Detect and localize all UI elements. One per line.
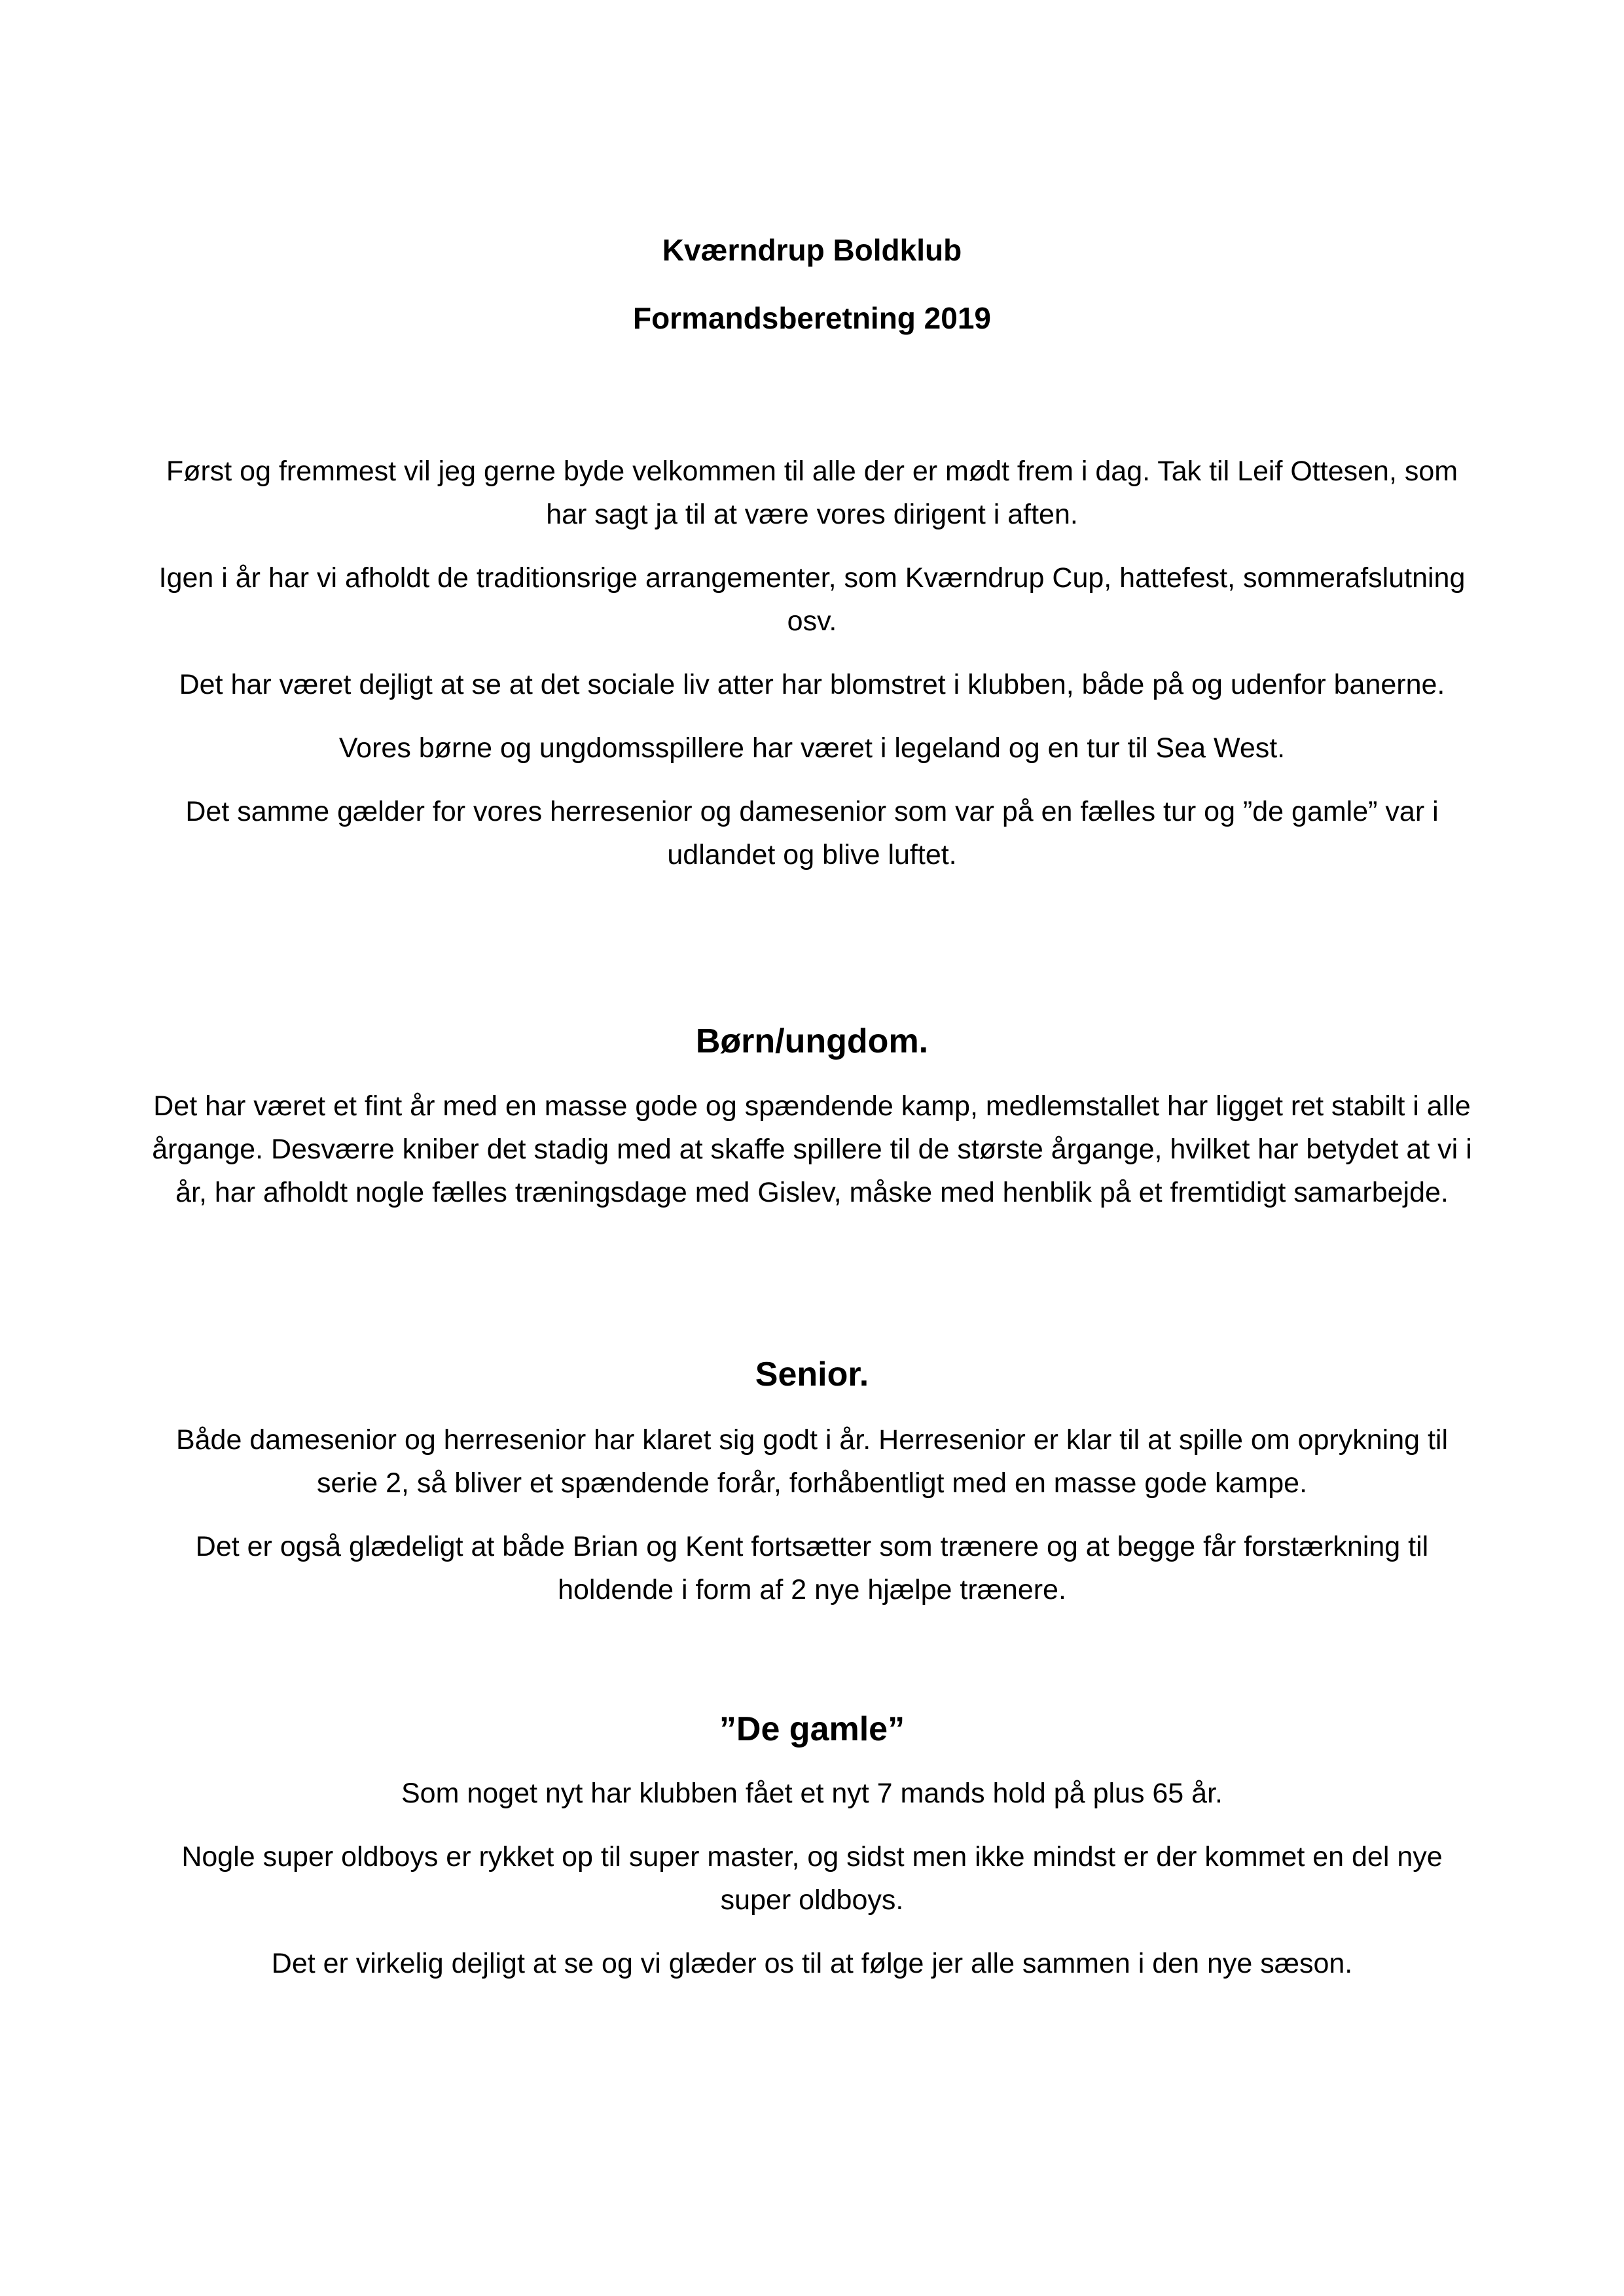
intro-paragraph-youth-trip: Vores børne og ungdomsspillere har været i legeland og en tur til Sea West. bbox=[338, 732, 1286, 764]
senior-paragraph-coaches: Det er også glædeligt at både Brian og Kent fortsætter som trænere og at begge får forstærkning til holdende i form af 2 nye hjælpe trænere. bbox=[195, 1531, 1429, 1605]
section-heading-youth: Børn/ungdom. bbox=[695, 1022, 929, 1060]
old-boys-paragraph-new-team: Som noget nyt har klubben fået et nyt 7 mands hold på plus 65 år. bbox=[401, 1778, 1223, 1809]
old-boys-paragraph-closing: Det er virkelig dejligt at se og vi glæder os til at følge jer alle sammen i den nye sæson. bbox=[271, 1948, 1353, 1979]
senior-section-body bbox=[151, 1418, 1473, 1632]
intro-paragraph-senior-trip: Det samme gælder for vores herresenior og damesenior som var på en fælles tur og ”de gamle” var i udlandet og blive luftet. bbox=[185, 796, 1439, 870]
intro-paragraph-welcome: Først og fremmest vil jeg gerne byde velkommen til alle der er mødt frem i dag. Tak til Leif Ottesen, som har sagt ja til at være vores dirigent i aften. bbox=[166, 456, 1458, 530]
intro-paragraph-events: Igen i år har vi afholdt de traditionsrige arrangementer, som Kværndrup Cup, hattefest, sommerafslutning osv. bbox=[158, 562, 1466, 637]
intro-section bbox=[151, 450, 1473, 897]
intro-paragraph-social: Det har været dejligt at se at det sociale liv atter har blomstret i klubben, både på og udenfor banerne. bbox=[179, 669, 1445, 700]
old-boys-paragraph-promotion: Nogle super oldboys er rykket op til super master, og sidst men ikke mindst er der kommet en del nye super oldboys. bbox=[181, 1841, 1443, 1916]
youth-paragraph: Det har været et fint år med en masse gode og spændende kamp, medlemstallet har ligget ret stabilt i alle årgange. Desværre kniber det stadig med at skaffe spillere til de største årgange, hvilket har betydet at vi i år, har afholdt nogle fælles træningsdage med Gislev, måske med henblik på et fremtidigt samarbejde. bbox=[152, 1090, 1472, 1208]
senior-paragraph-results: Både damesenior og herresenior har klaret sig godt i år. Herresenior er klar til at spille om oprykning til serie 2, så bliver et spændende forår, forhåbentligt med en masse gode kampe. bbox=[175, 1424, 1449, 1499]
section-heading-senior: Senior. bbox=[755, 1355, 869, 1393]
youth-section-body bbox=[151, 1085, 1473, 1234]
club-name-title: Kværndrup Boldklub bbox=[662, 233, 962, 267]
document-header bbox=[0, 230, 1624, 338]
old-boys-section-body bbox=[151, 1772, 1473, 2005]
report-title: Formandsberetning 2019 bbox=[632, 301, 992, 335]
section-heading-old-boys: ”De gamle” bbox=[719, 1710, 905, 1748]
